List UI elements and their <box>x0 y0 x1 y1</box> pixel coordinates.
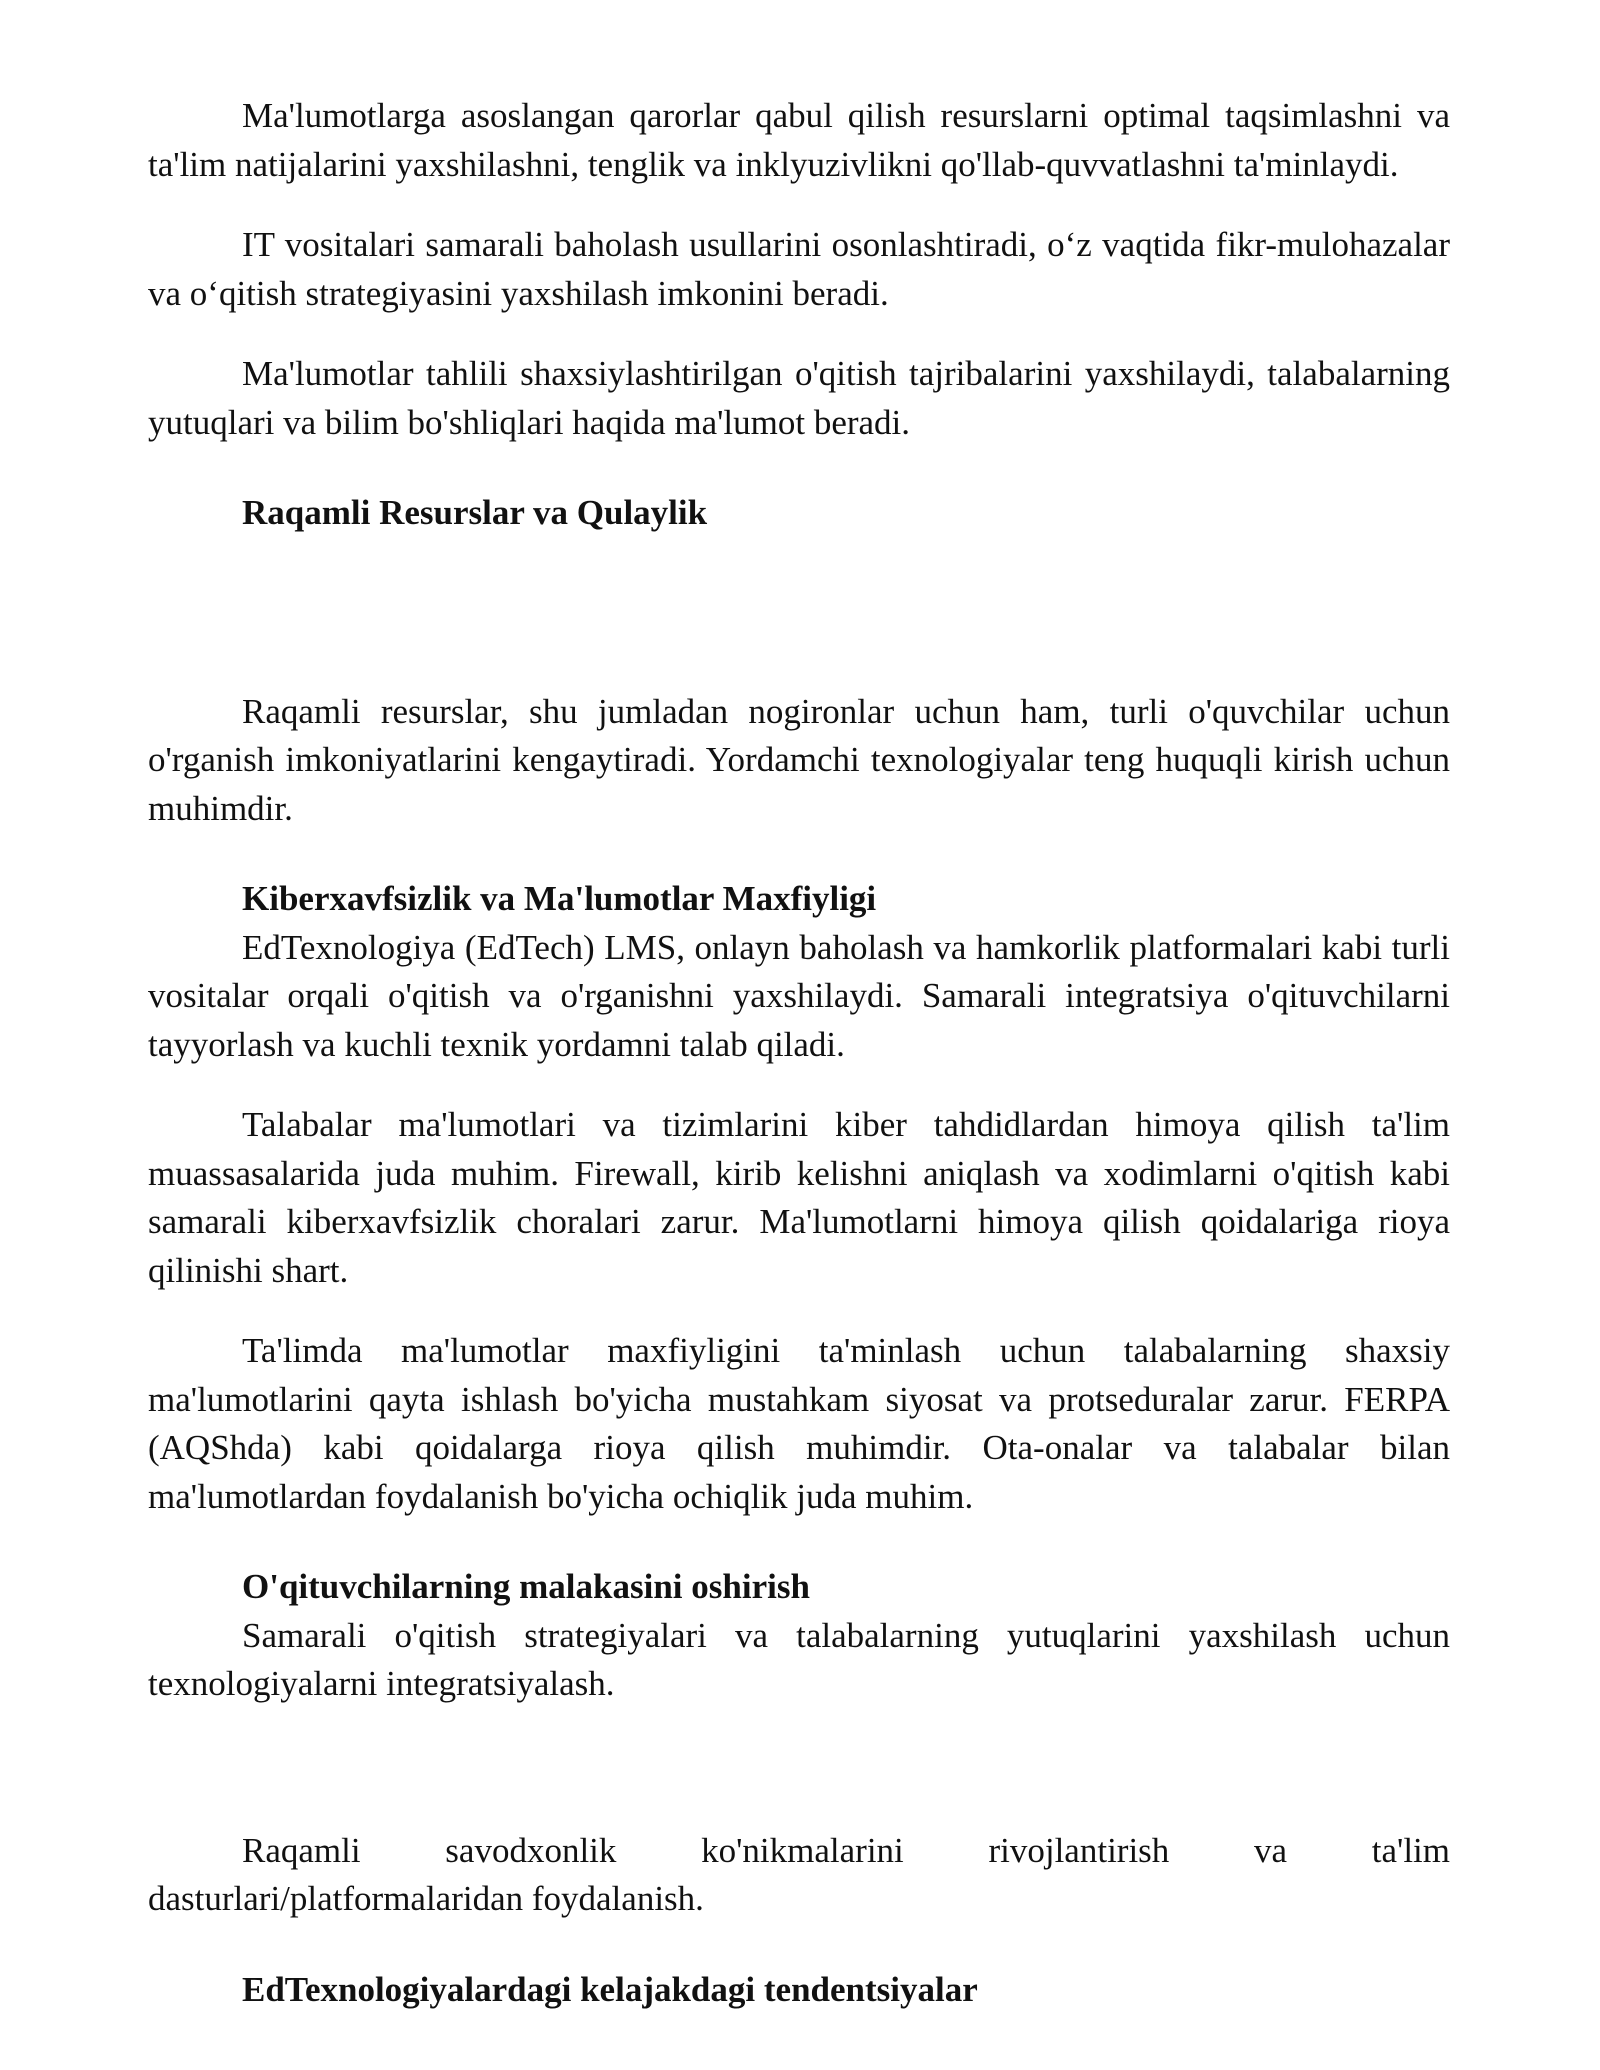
spacer <box>148 1295 1450 1327</box>
paragraph-edtech-tools: EdTexnologiya (EdTech) LMS, onlayn baholash va hamkorlik platformalari kabi turli vositalar orqali o'qitish va o'rganishni yaxshilaydi. Samarali integratsiya o'qituvchilarni tayyorlash va kuchli texnik yordamni talab qiladi. <box>148 927 1450 1064</box>
spacer <box>148 1709 1450 1827</box>
heading-cybersecurity: Kiberxavfsizlik va Ma'lumotlar Maxfiyligi <box>242 879 877 918</box>
heading-future-trends: EdTexnologiyalardagi kelajakdagi tendentsiyalar <box>242 1969 978 2009</box>
spacer <box>148 538 1450 688</box>
paragraph-data-analysis: Ma'lumotlar tahlili shaxsiylashtirilgan o'qitish tajribalarini yaxshilaydi, talabalarning yutuqlari va bilim bo'shliqlari haqida ma'lumot beradi. <box>148 354 1450 442</box>
paragraph-data-driven-decisions: Ma'lumotlarga asoslangan qarorlar qabul qilish resurslarni optimal taqsimlashni va ta'lim natijalarini yaxshilashni, tenglik va inklyuzivlikni qo'llab-quvvatlashni ta'minlaydi. <box>148 96 1450 184</box>
paragraph-teaching-strategies: Samarali o'qitish strategiyalari va talabalarning yutuqlarini yaxshilash uchun texnologiyalarni integratsiyalash. <box>148 1615 1450 1703</box>
spacer <box>148 1521 1450 1563</box>
heading-digital-resources: Raqamli Resurslar va Qulaylik <box>242 493 708 532</box>
spacer <box>148 318 1450 350</box>
spacer <box>148 1924 1450 1966</box>
heading-teacher-training: O'qituvchilarning malakasini oshirish <box>242 1567 810 1606</box>
spacer <box>148 833 1450 875</box>
paragraph-cyber-protection: Talabalar ma'lumotlari va tizimlarini kiber tahdidlardan himoya qilish ta'lim muassasalarida juda muhim. Firewall, kirib kelishni aniqlash va xodimlarni o'qitish kabi samarali kiberxavfsizlik choralari zarur. Ma'lumotlarni himoya qilish qoidalariga rioya qilinishi shart. <box>148 1105 1450 1290</box>
spacer <box>148 1069 1450 1101</box>
paragraph-digital-resources: Raqamli resurslar, shu jumladan nogironlar uchun ham, turli o'quvchilar uchun o'rganish imkoniyatlarini kengaytiradi. Yordamchi texnologiyalar teng huquqli kirish uchun muhimdir. <box>148 691 1450 828</box>
spacer <box>148 447 1450 489</box>
spacer <box>148 189 1450 221</box>
paragraph-it-tools-assessment: IT vositalari samarali baholash usullarini osonlashtiradi, o‘z vaqtida fikr-mulohazalar va o‘qitish strategiyasini yaxshilash imkonini beradi. <box>148 225 1450 313</box>
paragraph-digital-literacy: Raqamli savodxonlik ko'nikmalarini rivojlantirish va ta'lim dasturlari/platformalaridan foydalanish. <box>148 1830 1450 1918</box>
paragraph-data-privacy: Ta'limda ma'lumotlar maxfiyligini ta'minlash uchun talabalarning shaxsiy ma'lumotlarini qayta ishlash bo'yicha mustahkam siyosat va protseduralar zarur. FERPA (AQShda) kabi qoidalarga rioya qilish muhimdir. Ota-onalar va talabalar bilan ma'lumotlardan foydalanish bo'yicha ochiqlik juda muhim. <box>148 1331 1450 1516</box>
document-page <box>148 92 1450 2014</box>
